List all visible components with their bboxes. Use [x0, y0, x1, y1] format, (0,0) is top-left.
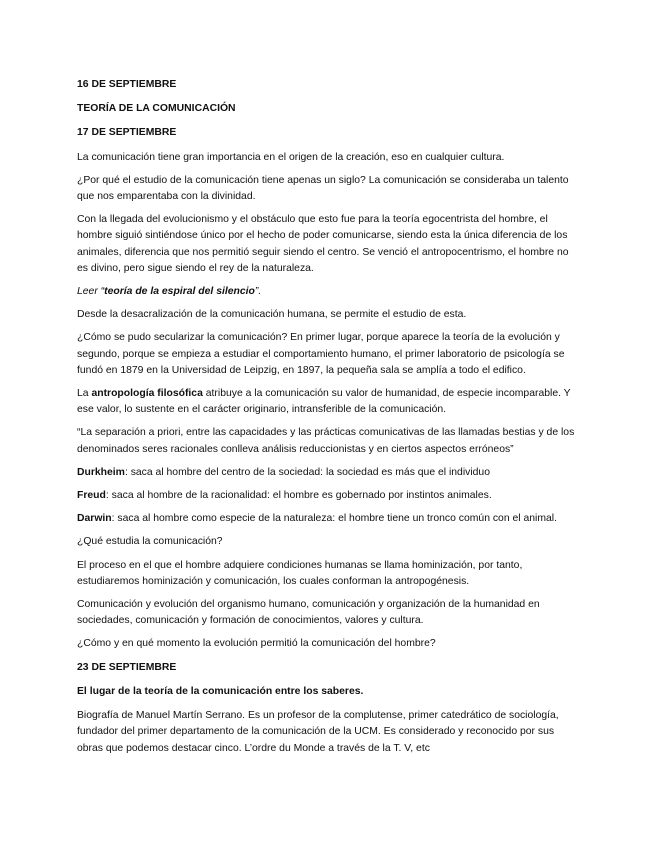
- paragraph: ¿Qué estudia la comunicación?: [77, 536, 223, 548]
- section-heading-lugar: El lugar de la teoría de la comunicación entre los saberes.: [77, 685, 364, 697]
- paragraph-rest: atribuye a la comunicación su valor de humanidad, de especie incomparable. Y ese valor, lo sustente en el carácter originario, intransferible de la comunicación.: [77, 388, 571, 416]
- author-name: Darwin: [77, 513, 112, 525]
- author-freud: [77, 488, 582, 504]
- quote-paragraph: “La separación a priori, entre las capacidades y las prácticas comunicativas de las llamadas bestias y de los denominados seres racionales conlleva análisis reduccionistas y en ciertos aspectos erróneos”: [77, 427, 575, 455]
- author-darwin: [77, 511, 582, 527]
- term-antropologia: antropología filosófica: [91, 388, 203, 400]
- paragraph: ¿Cómo se pudo secularizar la comunicación? En primer lugar, porque aparece la teoría de la evolución y segundo, porque se empieza a estudiar el comportamiento humano, el primer laboratorio de psicología se fundó en 1879 en la Universidad de Leipzig, en 1897, la pequeña sala se amplía a todo el edifico.: [77, 332, 565, 376]
- reading-note-title: teoría de la espiral del silencio: [104, 286, 255, 298]
- reading-note-suffix: ”.: [254, 286, 262, 298]
- author-note: : saca al hombre como especie de la naturaleza: el hombre tiene un tronco común con el animal.: [111, 513, 557, 525]
- reading-note: [77, 284, 582, 300]
- paragraph: ¿Cómo y en qué momento la evolución permitió la comunicación del hombre?: [77, 638, 436, 650]
- paragraph-antropologia: [77, 386, 582, 418]
- paragraph: ¿Por qué el estudio de la comunicación tiene apenas un siglo? La comunicación se consideraba un talento que nos emparentaba con la divinidad.: [77, 174, 569, 203]
- paragraph: Comunicación y evolución del organismo humano, comunicación y organización de la humanidad en sociedades, comunicación y formación de conocimientos, valores y cultura.: [77, 599, 540, 627]
- date-heading-23-sep: 23 DE SEPTIEMBRE: [77, 661, 177, 673]
- author-durkheim: [77, 465, 582, 481]
- author-name: Durkheim: [77, 466, 125, 478]
- author-note: : saca al hombre de la racionalidad: el hombre es gobernado por instintos animales.: [105, 490, 492, 502]
- reading-note-prefix: Leer “: [77, 286, 105, 298]
- paragraph: La comunicación tiene gran importancia en el origen de la creación, eso en cualquier cultura.: [77, 151, 505, 163]
- date-heading-17-sep: 17 DE SEPTIEMBRE: [77, 127, 177, 139]
- document-body: [77, 77, 582, 764]
- paragraph-prefix: La: [77, 388, 92, 400]
- paragraph: Con la llegada del evolucionismo y el obstáculo que esto fue para la teoría egocentrista del hombre, el hombre siguió sintiéndose único por el hecho de poder comunicarse, siendo esta la única diferencia de los animales, diferencia que nos permitió seguir siendo el centro. Se venció el antropocentrismo, el hombre no es divino, pero sigue siendo el rey de la naturaleza.: [77, 214, 569, 274]
- paragraph: Desde la desacralización de la comunicación humana, se permite el estudio de esta.: [77, 309, 467, 321]
- paragraph: Biografía de Manuel Martín Serrano. Es un profesor de la complutense, primer catedrático de sociología, fundador del primer departamento de la comunicación de la UCM. Es considerado y reconocido por sus obras que podemos destacar cinco. L’ordre du Monde a través de la T. V, etc: [77, 710, 559, 754]
- date-heading-16-sep: 16 DE SEPTIEMBRE: [77, 79, 177, 90]
- author-name: Freud: [77, 490, 106, 502]
- author-note: : saca al hombre del centro de la sociedad: la sociedad es más que el individuo: [124, 466, 490, 478]
- paragraph: El proceso en el que el hombre adquiere condiciones humanas se llama hominización, por tanto, estudiaremos hominización y comunicación, los cuales conforman la antropogénesis.: [77, 559, 523, 587]
- section-heading-teoria: TEORÍA DE LA COMUNICACIÓN: [77, 103, 236, 115]
